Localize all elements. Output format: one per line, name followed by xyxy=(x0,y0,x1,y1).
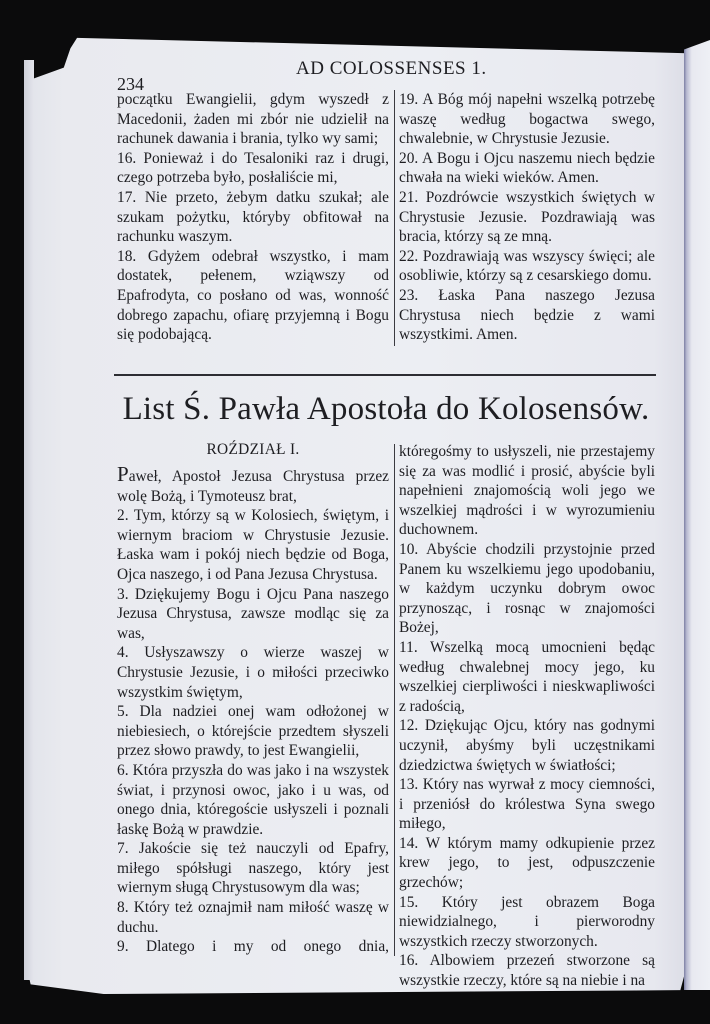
verse: 4. Usłyszawszy o wierze waszej w Chrystusie Jezusie, i o miłości przeciwko wszystkim świętym, xyxy=(117,644,389,701)
verse: 18. Gdyżem odebrał wszystko, i mam dostatek, pełenem, wziąwszy od Epafrodyta, co posłano od was, wonność dobrego zapachu, ofiarę przyjemną i Bogu się podobającą. xyxy=(117,247,389,344)
section-rule xyxy=(114,374,656,376)
chapter-heading: ROŹDZIAŁ I. xyxy=(206,441,300,458)
verse: 15. Który jest obrazem Boga niewidzialnego, i pierworodny wszystkich rzeczy stworzonych. xyxy=(399,893,655,950)
verse: 17. Nie przeto, żebym datku szukał; ale szukam pożytku, któryby obfitował na rachunku waszym. xyxy=(117,188,389,246)
top-left-column xyxy=(117,90,389,345)
verse: 20. A Bogu i Ojcu naszemu niech będzie chwała na wieki wieków. Amen. xyxy=(399,149,655,187)
verse: 23. Łaska Pana naszego Jezusa Chrystusa niech będzie z wami wszystkimi. Amen. xyxy=(399,286,655,344)
verse: 11. Wszelką mocą umocnieni będąc według chwalebnej mocy jego, ku wszelkiej cierpliwości i nieskwapliwości z radością, xyxy=(399,638,655,715)
verse: 7. Jakoście się też nauczyli od Epafry, miłego spółsługi naszego, który jest wiernym sługą Chrystusowym dla was; xyxy=(117,840,389,897)
verse: początku Ewangielii, gdym wyszedł z Macedonii, żaden mi zbór nie udzielił na rachunek dawania i brania, tylko wy sami; xyxy=(117,91,389,148)
verse: 22. Pozdrawiają was wszyscy święci; ale osobliwie, którzy są z cesarskiego domu. xyxy=(399,247,655,285)
book-title: List Ś. Pawła Apostoła do Kolosensów. xyxy=(122,391,650,427)
verse: 9. Dlatego i my od onego dnia, xyxy=(117,938,389,956)
column-divider-top xyxy=(394,90,395,346)
page-number: 234 xyxy=(117,74,144,94)
verse: 5. Dla nadziei onej wam odłożonej w niebiesiech, o którejście przedtem słyszeli przez słowo prawdy, to jest Ewangielii, xyxy=(117,703,389,760)
top-right-column xyxy=(399,90,655,345)
verse: 21. Pozdrówcie wszystkich świętych w Chrystusie Jezusie. Pozdrawiają was bracia, którzy są ze mną. xyxy=(399,188,655,246)
verse-text: aweł, Apostoł Jezusa Chrystusa przez wolę Bożą, i Tymoteusz brat, xyxy=(117,468,389,505)
page-stack-edge xyxy=(24,60,34,980)
verse: 3. Dziękujemy Bogu i Ojcu Pana naszego Jezusa Chrystusa, zawsze modląc się za was, xyxy=(117,585,389,642)
verse: 16. Albowiem przezeń stworzone są wszystkie rzeczy, które są na niebie i na xyxy=(399,952,655,990)
bottom-right-column xyxy=(399,442,655,991)
verse: 12. Dziękując Ojcu, który nas godnymi uczynił, abyśmy byli uczęstnikami dziedzictwa świętych w światłości; xyxy=(399,717,655,774)
verse: 14. W którym mamy odkupienie przez krew jego, to jest, odpuszczenie grzechów; xyxy=(399,834,655,892)
column-divider-bottom xyxy=(394,444,395,956)
verse: 2. Tym, którzy są w Kolosiech, świętym, i wiernym braciom w Chrystusie Jezusie. Łaska wam i pokój niech będzie od Boga, Ojca naszego, i od Pana Jezusa Chrystusa. xyxy=(117,507,389,583)
verse: któregośmy to usłyszeli, nie przestajemy się za was modlić i prosić, abyście byli napełnieni znajomością woli jego we wszelkiej mądrości i w wyrozumieniu duchownem. xyxy=(399,443,655,539)
facing-page-edge xyxy=(684,40,710,990)
verse: 16. Ponieważ i do Tesaloniki raz i drugi, czego potrzeba było, posłaliście mi, xyxy=(117,149,389,187)
running-head: AD COLOSSENSES 1. xyxy=(296,58,487,79)
verse: 8. Który też oznajmił nam miłość waszę w duchu. xyxy=(117,899,389,936)
verse: 6. Która przyszła do was jako i na wszystek świat, i przynosi owoc, jako i u was, od onego dnia, któregoście usłyszeli i poznali łaskę Bożą w prawdzie. xyxy=(117,761,389,838)
verse: 13. Który nas wyrwał z mocy ciemności, i przeniósł do królestwa Syna swego miłego, xyxy=(399,776,655,833)
verse-1 xyxy=(117,462,389,506)
bottom-left-column xyxy=(117,462,389,957)
drop-cap: P xyxy=(117,462,129,486)
verse: 19. A Bóg mój napełni wszelką potrzebę waszę według bogactwa swego, chwalebnie, w Chrystusie Jezusie. xyxy=(399,91,655,148)
verse: 10. Abyście chodzili przystojnie przed Panem ku wszelkiemu jego upodobaniu, w każdym uczynku dobrym owoc przynosząc, i rosnąc w znajomości Bożej, xyxy=(399,540,655,637)
